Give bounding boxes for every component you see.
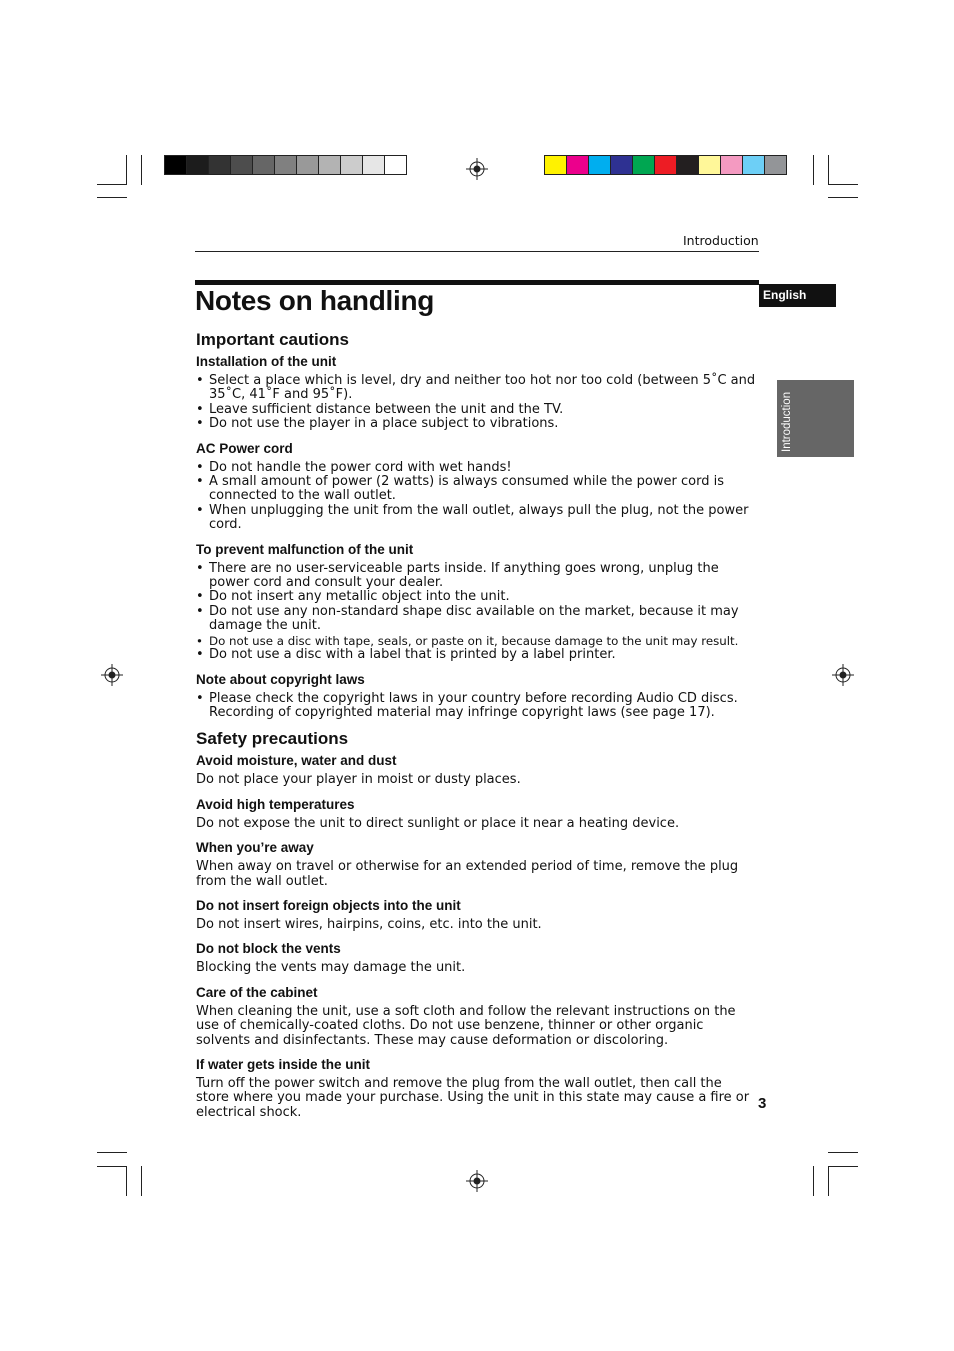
installation-list [196,374,758,432]
water-text: Turn off the power switch and remove the plug from the wall outlet, then call the store where you made your purchase. Using the unit in this state may cause a fire or electrical shock. [196,1075,750,1120]
list-item: • When unplugging the unit from the wall outlet, always pull the plug, not the power cord. [196,504,758,533]
page-number: 3 [758,1095,767,1112]
color-swatch [654,155,677,175]
color-swatch [362,155,385,175]
registration-mark-icon [101,664,123,686]
moisture-text: Do not place your player in moist or dusty places. [196,772,521,788]
installation-heading: Installation of the unit [196,354,337,369]
list-item: • Leave sufficient distance between the unit and the TV. [196,403,758,417]
color-swatch [676,155,699,175]
color-swatch [720,155,743,175]
heat-text: Do not expose the unit to direct sunlight or place it near a heating device. [196,815,680,831]
power-cord-heading: AC Power cord [196,440,293,456]
registration-mark-icon [466,158,488,180]
section-side-tab-label: Introduction [781,391,793,452]
color-swatch [764,155,787,175]
color-swatch [742,155,765,175]
vents-text: Blocking the vents may damage the unit. [196,960,466,976]
page-title: Notes on handling [195,285,435,316]
moisture-heading: Avoid moisture, water and dust [196,753,397,769]
color-swatch [566,155,589,175]
list-item: • Do not handle the power cord with wet hands! [196,461,758,475]
color-swatch [208,155,231,175]
running-header: Introduction [683,233,759,248]
header-rule [195,251,759,252]
list-item: • Do not use the player in a place subject to vibrations. [196,417,758,431]
copyright-heading: Note about copyright laws [196,671,365,687]
away-heading: When you’re away [196,840,314,856]
list-item: • There are no user-serviceable parts inside. If anything goes wrong, unplug the power cord and consult your dealer. [196,562,758,591]
color-swatch [186,155,209,175]
color-swatch [340,155,363,175]
cabinet-text: When cleaning the unit, use a soft cloth and follow the relevant instructions on the use of chemically-coated cloths. Do not use benzene, thinner or other organic solvents and disinfectants. These may cause deformation or discoloring. [196,1003,736,1048]
malfunction-heading: To prevent malfunction of the unit [196,541,414,557]
water-heading: If water gets inside the unit [196,1056,371,1072]
color-swatch [252,155,275,175]
foreign-objects-heading: Do not insert foreign objects into the unit [196,897,461,913]
list-item: • Do not use a disc with tape, seals, or paste on it, because damage to the unit may result. [196,634,758,648]
list-item: • Please check the copyright laws in your country before recording Audio CD discs. Recording of copyrighted material may infringe copyright laws (see page 17). [196,692,758,721]
vents-heading: Do not block the vents [196,941,341,957]
main-content [196,330,758,1120]
foreign-objects-text: Do not insert wires, hairpins, coins, etc. into the unit. [196,916,542,932]
color-swatch [384,155,407,175]
color-swatch [164,155,187,175]
list-item: • A small amount of power (2 watts) is always consumed while the power cord is connected to the wall outlet. [196,475,758,504]
away-text: When away on travel or otherwise for an extended period of time, remove the plug from the wall outlet. [196,859,739,889]
safety-precautions-heading: Safety precautions [196,729,349,749]
color-swatch [632,155,655,175]
color-swatch [544,155,567,175]
list-item: • Select a place which is level, dry and neither too hot nor too cold (between 5˚C and 35˚C, 41˚F and 95˚F). [196,374,758,403]
color-swatch [230,155,253,175]
cabinet-heading: Care of the cabinet [196,984,318,1000]
color-swatch [698,155,721,175]
color-swatch [588,155,611,175]
list-item: • Do not use any non-standard shape disc available on the market, because it may damage the unit. [196,605,758,634]
color-swatch [296,155,319,175]
registration-mark-icon [832,664,854,686]
color-swatch [610,155,633,175]
heat-heading: Avoid high temperatures [196,796,355,812]
important-cautions-heading: Important cautions [196,330,350,349]
power-cord-list [196,461,758,533]
registration-mark-icon [466,1170,488,1192]
list-item: • Do not insert any metallic object into the unit. [196,590,758,604]
list-item: • Do not use a disc with a label that is printed by a label printer. [196,648,758,662]
color-swatch [274,155,297,175]
color-swatch [318,155,341,175]
language-tab: English [759,284,836,307]
copyright-list [196,692,758,721]
malfunction-list [196,562,758,663]
